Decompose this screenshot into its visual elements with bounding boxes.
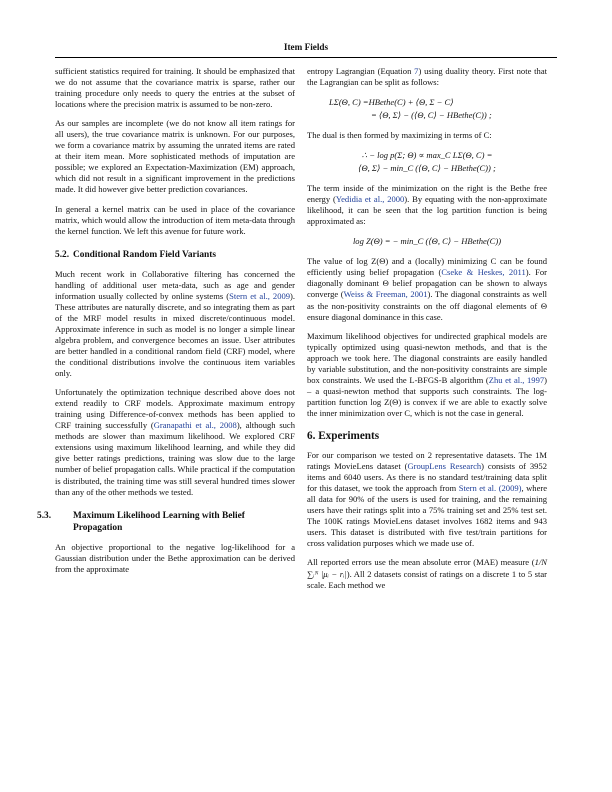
equation-lagrangian-split: LΣ(Θ, C) =HBethe(C) + ⟨Θ, Σ − C⟩ = ⟨Θ, Σ⟩ − (⟨Θ, C⟩ − HBethe(C)) ; — [329, 97, 492, 121]
paragraph: For our comparison we tested on 2 representative datasets. The 1M ratings MovieLens dataset (GroupLens Research) consists of 3952 items and 6040 users. As there is no standard test/training data split for this dataset, we took the approach from Stern et al. (2009), where all data for 90% of the users is used for training, and the remaining users have their ratings split into a 75% training set and 25% test set. The 100K ratings MovieLens dataset involves 1682 items and 943 users. This dataset is distributed with five test/train partitions for cross validation purposes which we made use of. — [307, 450, 547, 549]
paragraph: In general a kernel matrix can be used in place of the covariance matrix, which would allow the introduction of item meta-data through the kernel function. We left this avenue for future work. — [55, 203, 295, 236]
paragraph: As our samples are incomplete (we do not know all item ratings for all users), the true covariance matrix is unknown. For our purposes, we form a covariance matrix by assuming the unrated items are rated at their item mean. More sophisticated methods of imputation are possible; we explored an Expectation-Maximization (EM) approach, which did not result in a significant improvement in the predictions made. It did however give better prediction covariances. — [55, 118, 295, 195]
paragraph: The value of log Z(Θ) and a (locally) minimizing C can be found efficiently using belief propagation (Cseke & Heskes, 2011). For diagonally dominant Θ belief propagation can be shown to always converge (Weiss & Freeman, 2001). The diagonal constraints as well as the non-positivity constraints on the off diagonal elements of Θ ensure diagonal dominance in this case. — [307, 256, 547, 322]
paragraph: Maximum likelihood objectives for undirected graphical models are typically optimized using quasi-newton methods, and that is the approach we took here. The diagonal constraints are easily handled by variable substitution, and the non-positivity constraints are simple box constraints. We used the L-BFGS-B algorithm (Zhu et al., 1997) – a quasi-newton method that supports such constraints. The log-partition function log Z(Θ) is convex if we are able to exactly solve the inner minimization over C, which is not the case in general. — [307, 330, 547, 418]
section-number: 6. — [307, 429, 316, 442]
citation-link[interactable]: Stern et al., 2009 — [229, 290, 291, 301]
citation-link[interactable]: GroupLens Research — [407, 461, 482, 472]
equation-log-partition: log Z(Θ) = − min_C (⟨Θ, C⟩ − HBethe(C)) — [352, 236, 502, 247]
mae-formula: 1/N ∑ᵢᴺ |μᵢ − rᵢ| — [307, 557, 547, 579]
citation-link[interactable]: Cseke & Heskes, 2011 — [441, 267, 526, 278]
section-heading-5-3 — [37, 510, 295, 534]
paragraph: Much recent work in Collaborative filtering has concerned the handling of additional user meta-data, such as age and gender information usually collected by online systems (Stern et al., 2009). These attributes are naturally discrete, and so integrating them as part of the MRF model results in mixed discrete/continuous model. Approximate inference in such as model is no longer a simple linear algebra problem, and convergence becomes an issue. User attributes are better handled in a conditional random field (CRF) model, where the conditional distributions involve the continuous item variables only. — [55, 268, 296, 379]
section-number: 5.2. — [55, 249, 70, 260]
header-rule — [55, 57, 557, 58]
equation-ref-link[interactable]: 7 — [414, 66, 419, 76]
paragraph: Unfortunately the optimization technique described above does not extend readily to CRF models. Approximate maximum entropy training using Difference-of-convex methods has been applied to CRF training successfully (Granapathi et al., 2008), although such methods are slower than maximum likelihood. We explored CRF extensions using maximum likelihood learning, and while they did give better ratings predictions, training was slow due to the large number of belief propagation calls. While practical if the computation is distributed, the training time was still several hundred times slower than any of the other methods we tested. — [55, 387, 295, 497]
paragraph: All reported errors use the mean absolute error (MAE) measure (1/N ∑ᵢᴺ |μᵢ − rᵢ|). All 2 datasets consist of ratings on a discrete 1 to 5 star scale. Each method we — [307, 557, 547, 590]
citation-link[interactable]: Yedidia et al., 2000 — [335, 194, 405, 205]
left-column — [37, 66, 296, 583]
citation-link[interactable]: Zhu et al., 1997 — [488, 374, 545, 385]
section-title: Conditional Random Field Variants — [73, 249, 216, 260]
paragraph: An objective proportional to the negative log-likelihood for a Gaussian distribution under the Bethe approximation can be derived from the approximate — [55, 541, 295, 574]
paragraph: The dual is then formed by maximizing in terms of C: — [307, 130, 492, 141]
citation-link[interactable]: Granapathi et al., 2008 — [153, 420, 237, 431]
paragraph: entropy Lagrangian (Equation 7) using duality theory. First note that the Lagrangian can be split as follows: — [307, 66, 547, 88]
section-heading-6 — [307, 431, 547, 442]
paragraph: sufficient statistics required for training. It should be emphasized that we do not assume that the covariance matrix is sparse, rather our training procedure only needs to query the entries at the subset of locations where the precision matrix is assumed to be non-zero. — [55, 66, 295, 110]
equation-dual: ∴ − log p(Σ; Θ) ∝ max_C LΣ(Θ, C) = ⟨Θ, Σ⟩ − min_C (⟨Θ, C⟩ − HBethe(C)) ; — [358, 150, 496, 174]
citation-link[interactable]: Stern et al. (2009) — [458, 483, 522, 494]
section-title: Maximum Likelihood Learning with Belief Propagation — [73, 510, 245, 533]
citation-link[interactable]: Weiss & Freeman, 2001 — [343, 289, 428, 300]
section-heading-5-2 — [55, 249, 295, 261]
section-number: 5.3. — [37, 510, 52, 521]
right-column — [307, 66, 547, 599]
section-title: Experiments — [318, 429, 380, 442]
paragraph: The term inside of the minimization on the right is the Bethe free energy (Yedidia et al., 2000). By equating with the non-approximate likelihood, it can be seen that the log partition function is being approximated as: — [307, 183, 547, 227]
running-title: Item Fields — [283, 42, 329, 52]
